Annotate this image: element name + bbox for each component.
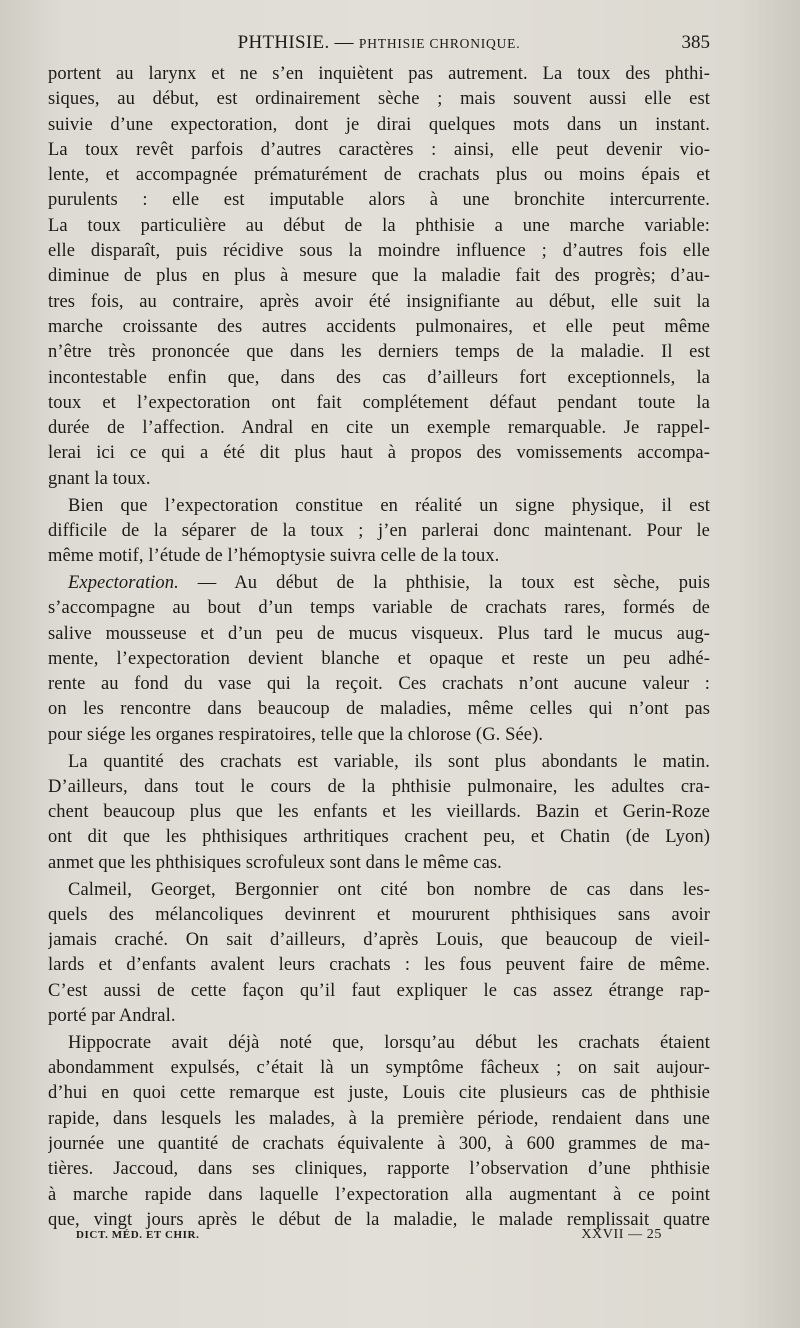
line-text: tres fois, au contraire, après avoir été insignifiante au début, elle suit la: [48, 291, 710, 312]
text-line: [48, 851, 710, 876]
line-text: D’ailleurs, dans tout le cours de la phthisie pulmonaire, les adultes cra-: [48, 776, 710, 797]
text-line: [48, 366, 710, 391]
line-text: rente au fond du vase qui la reçoit. Ces crachats n’ont aucune valeur :: [48, 674, 710, 695]
paragraph: [48, 571, 710, 748]
text-line: [48, 214, 710, 239]
line-text: s’accompagne au bout d’un temps variable de crachats rares, formés de: [48, 598, 710, 619]
text-line: [48, 1183, 710, 1208]
text-line: [48, 723, 710, 748]
line-text: même motif, l’étude de l’hémoptysie suivra celle de la toux.: [48, 546, 500, 567]
running-title-main: PHTHISIE. —: [237, 32, 354, 53]
text-line: [48, 391, 710, 416]
signature-mark: DICT. MÉD. ET CHIR.: [76, 1229, 200, 1241]
line-text: Bien que l’expectoration constitue en réalité un signe physique, il est: [68, 495, 710, 516]
text-line: [48, 647, 710, 672]
text-line: [48, 1107, 710, 1132]
text-line: [48, 1056, 710, 1081]
paragraph: [48, 494, 710, 570]
text-line: [48, 519, 710, 544]
line-text: rapide, dans lesquels les malades, à la première période, rendaient dans une: [48, 1108, 710, 1129]
text-line: [48, 441, 710, 466]
text-line: [48, 1081, 710, 1106]
text-line: [48, 878, 710, 903]
line-text: portent au larynx et ne s’en inquiètent pas autrement. La toux des phthi-: [48, 64, 710, 84]
line-text: La quantité des crachats est variable, ils sont plus abondants le matin.: [68, 751, 710, 772]
section-heading: Expectoration.: [68, 572, 179, 593]
text-line: [48, 903, 710, 928]
line-text: purulents : elle est imputable alors à une bronchite intercurrente.: [48, 190, 710, 211]
line-text: que, vingt jours après le début de la maladie, le malade remplissait quatre: [48, 1209, 710, 1230]
line-text: elle disparaît, puis récidive sous la moindre influence ; d’autres fois elle: [48, 241, 710, 262]
line-text: à marche rapide dans laquelle l’expectoration alla augmentant à ce point: [48, 1184, 710, 1205]
text-line: [48, 750, 710, 775]
text-line: [48, 138, 710, 163]
line-text: La toux particulière au début de la phthisie a une marche variable:: [48, 215, 710, 236]
line-text: siques, au début, est ordinairement sèche ; mais souvent aussi elle est: [48, 89, 710, 110]
text-line: [48, 928, 710, 953]
line-text: chent beaucoup plus que les enfants et les vieillards. Bazin et Gerin-Roze: [48, 802, 710, 823]
line-text: lerai ici ce qui a été dit plus haut à propos des vomissements accompa-: [48, 443, 710, 464]
line-text: abondamment expulsés, c’était là un symptôme fâcheux ; on sait aujour-: [48, 1058, 710, 1079]
text-line: [48, 315, 710, 340]
line-text: mente, l’expectoration devient blanche et opaque et reste un peu adhé-: [48, 648, 710, 669]
line-text: La toux revêt parfois d’autres caractères : ainsi, elle peut devenir vio-: [48, 139, 710, 160]
text-line: [48, 672, 710, 697]
page-number: 385: [681, 32, 710, 53]
text-line: [48, 340, 710, 365]
text-line: [48, 467, 710, 492]
text-line: [48, 571, 710, 596]
line-text: ont dit que les phthisiques arthritiques crachent peu, et Chatin (de Lyon): [48, 827, 710, 848]
line-text: marche croissante des autres accidents pulmonaires, et elle peut même: [48, 316, 710, 337]
text-line: [48, 1157, 710, 1182]
text-line: [48, 416, 710, 441]
text-line: [48, 163, 710, 188]
text-line: [48, 188, 710, 213]
text-line: [48, 239, 710, 264]
line-text: pour siége les organes respiratoires, telle que la chlorose (G. Sée).: [48, 724, 544, 745]
text-line: [48, 1004, 710, 1029]
line-text: salive mousseuse et d’un peu de mucus visqueux. Plus tard le mucus aug-: [48, 623, 710, 644]
paragraph: [48, 62, 710, 492]
text-line: [48, 1031, 710, 1056]
line-text: anmet que les phthisiques scrofuleux sont dans le même cas.: [48, 852, 502, 873]
line-text: lente, et accompagnée prématurément de crachats plus ou moins épais et: [48, 165, 710, 186]
line-text: lards et d’enfants avalent leurs crachats : les fous peuvent faire de même.: [48, 955, 710, 976]
text-line: [48, 290, 710, 315]
text-line: [48, 1132, 710, 1157]
text-line: [48, 596, 710, 621]
page-footer: [76, 1227, 662, 1247]
text-line: [48, 87, 710, 112]
text-line: [48, 979, 710, 1004]
line-text: Calmeil, Georget, Bergonnier ont cité bon nombre de cas dans les-: [68, 879, 710, 900]
line-text: toux et l’expectoration ont fait complétement défaut pendant toute la: [48, 392, 710, 413]
text-line: [48, 697, 710, 722]
line-text: jamais craché. On sait d’ailleurs, d’après Louis, que beaucoup de vieil-: [48, 930, 710, 951]
body-text: [48, 62, 710, 1233]
line-text: d’hui en quoi cette remarque est juste, Louis cite plusieurs cas de phthisie: [48, 1083, 710, 1104]
line-text: incontestable enfin que, dans des cas d’ailleurs fort exceptionnels, la: [48, 367, 710, 388]
paragraph: [48, 878, 710, 1030]
line-text: diminue de plus en plus à mesure que la maladie fait des progrès; d’au-: [48, 266, 710, 287]
paragraph: [48, 1031, 710, 1233]
text-line: [48, 494, 710, 519]
line-text: n’être très prononcée que dans les derniers temps de la maladie. Il est: [48, 342, 710, 363]
line-text: suivie d’une expectoration, dont je dirai quelques mots dans un instant.: [48, 114, 710, 135]
line-text: — Au début de la phthisie, la toux est sèche, puis: [178, 572, 710, 593]
text-line: [48, 264, 710, 289]
running-title-sub: PHTHISIE CHRONIQUE.: [358, 36, 521, 51]
line-text: C’est aussi de cette façon qu’il faut expliquer le cas assez étrange rap-: [48, 980, 710, 1001]
line-text: durée de l’affection. Andral en cite un exemple remarquable. Je rappel-: [48, 418, 710, 439]
text-line: [48, 622, 710, 647]
running-header: [48, 30, 710, 58]
line-text: gnant la toux.: [48, 468, 151, 489]
text-line: [48, 775, 710, 800]
text-line: [48, 62, 710, 87]
line-text: quels des mélancoliques devinrent et moururent phthisiques sans avoir: [48, 904, 710, 925]
line-text: on les rencontre dans beaucoup de maladies, même celles qui n’ont pas: [48, 699, 710, 720]
paragraph: [48, 750, 710, 876]
text-line: [48, 825, 710, 850]
text-line: [48, 113, 710, 138]
line-text: Hippocrate avait déjà noté que, lorsqu’au début les crachats étaient: [68, 1032, 710, 1053]
text-line: [48, 800, 710, 825]
running-title: [48, 32, 710, 54]
line-text: tières. Jaccoud, dans ses cliniques, rapporte l’observation d’une phthisie: [48, 1159, 710, 1180]
text-line: [48, 953, 710, 978]
text-line: [48, 544, 710, 569]
line-text: journée une quantité de crachats équivalente à 300, à 600 grammes de ma-: [48, 1133, 710, 1154]
sheet-signature: XXVII — 25: [581, 1227, 662, 1242]
line-text: difficile de la séparer de la toux ; j’en parlerai donc maintenant. Pour le: [48, 520, 710, 541]
line-text: porté par Andral.: [48, 1005, 176, 1026]
